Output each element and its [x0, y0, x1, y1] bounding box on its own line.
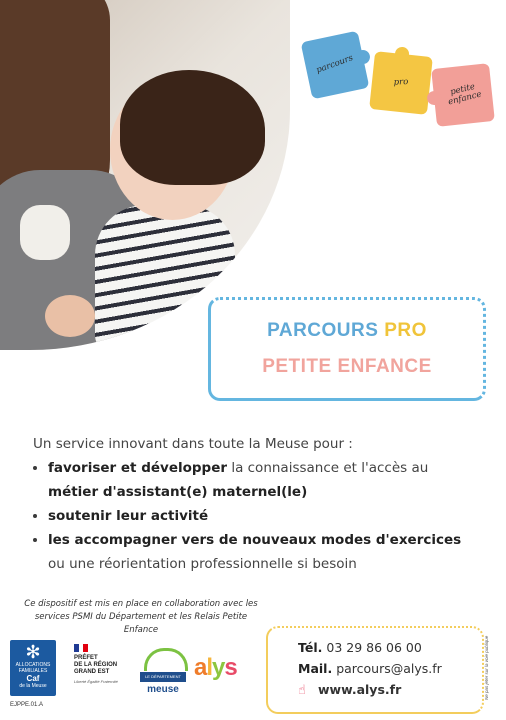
contact-web: [318, 682, 401, 697]
lace-collar: [20, 205, 70, 260]
alys-letter: s: [224, 654, 237, 681]
alys-logo: [194, 654, 237, 682]
caf-name: Caf: [26, 674, 40, 683]
bullet-2-bold: soutenir leur activité: [48, 508, 209, 524]
puzzle-logo: [300, 22, 500, 142]
collaboration-note: Ce dispositif est mis en place en collaboration avec les services PSMI du Département et les Relais Petite Enfance: [24, 599, 258, 635]
title-box: [208, 297, 486, 401]
prefet-line-1: PRÉFET: [74, 655, 98, 661]
website-link[interactable]: www.alys.fr: [318, 682, 402, 697]
list-item: [48, 504, 493, 528]
phone-number[interactable]: 03 29 86 06 00: [326, 640, 422, 655]
french-flag-icon: [74, 644, 88, 652]
puzzle-label-petite-enfance: petite enfance: [447, 81, 483, 108]
title-line-1: [211, 320, 483, 342]
puzzle-label-pro: pro: [393, 77, 409, 88]
bullet-1-bold-2: métier d'assistant(e) maternel(le): [48, 484, 308, 500]
baby-hair: [120, 70, 265, 185]
prefet-motto: Liberté Égalité Fraternité: [74, 679, 118, 684]
prefet-logo: [74, 644, 134, 684]
meuse-band: LE DÉPARTEMENT: [140, 672, 186, 682]
contact-box: [266, 626, 484, 714]
alys-letter: l: [206, 654, 213, 681]
alys-letter: a: [194, 654, 207, 681]
mail-address[interactable]: parcours@alys.fr: [336, 661, 442, 676]
caf-sub: de la Meuse: [19, 683, 47, 689]
intro-text: Un service innovant dans toute la Meuse pour :: [33, 436, 353, 452]
side-note: Ne pas jeter sur la voie publique: [484, 635, 489, 700]
phone-label: Tél.: [298, 640, 323, 655]
mail-label: Mail.: [298, 661, 333, 676]
title-word-pro: PRO: [384, 320, 427, 341]
prefet-line-2: DE LA RÉGION: [74, 662, 118, 668]
prefet-line-3: GRAND EST: [74, 669, 110, 675]
document-code: EJPPE.01.A: [10, 702, 44, 708]
bullet-list: [28, 456, 493, 576]
meuse-logo: [140, 648, 186, 698]
puzzle-piece-yellow: [369, 51, 433, 115]
contact-mail: [298, 661, 442, 676]
meuse-name: meuse: [147, 684, 179, 695]
meuse-wave-icon: [144, 648, 188, 671]
caf-logo: [10, 640, 56, 696]
caf-star-icon: ✻: [25, 642, 41, 662]
puzzle-piece-blue: [301, 31, 370, 100]
title-line-2: PETITE ENFANCE: [262, 356, 432, 377]
bullet-1-bold: favoriser et développer: [48, 460, 228, 476]
pointer-hand-icon: ☝: [298, 683, 306, 698]
caf-small-text: ALLOCATIONS FAMILIALES: [15, 662, 51, 674]
partner-logos: [10, 640, 260, 715]
alys-letter: y: [212, 654, 225, 681]
list-item: [48, 528, 493, 576]
bullet-3-bold: les accompagner vers de nouveaux modes d'exercices: [48, 532, 462, 548]
bullet-3-text: ou une réorientation professionnelle si besoin: [48, 556, 357, 572]
list-item: [48, 456, 493, 504]
puzzle-piece-pink: [431, 63, 495, 127]
title-word-parcours: PARCOURS: [267, 320, 379, 341]
puzzle-label-parcours: parcours: [315, 53, 355, 76]
baby-hand: [45, 295, 95, 337]
bullet-1-text: la connaissance et l'accès au: [227, 460, 429, 476]
contact-phone: [298, 640, 422, 655]
